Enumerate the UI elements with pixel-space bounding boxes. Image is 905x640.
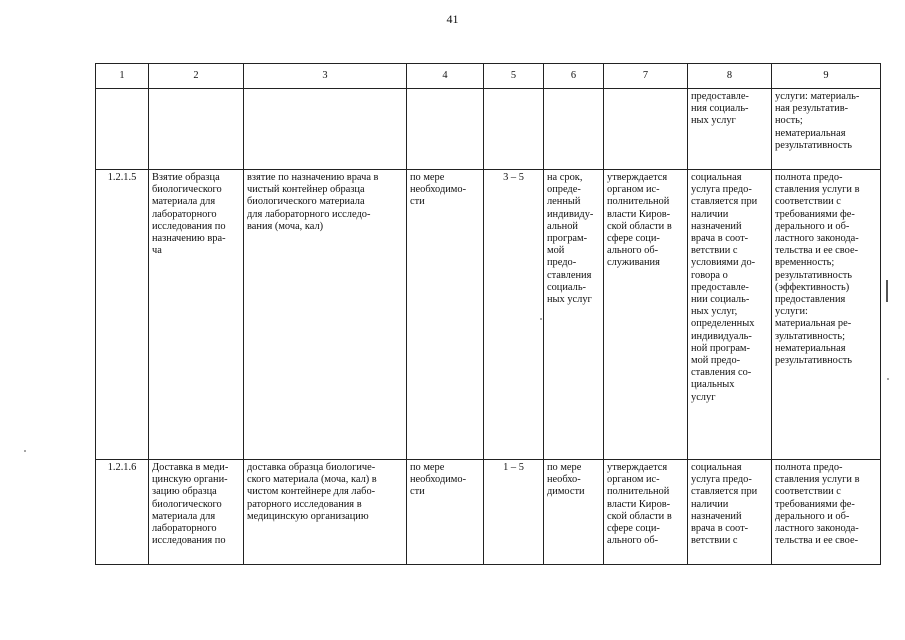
table-cell-tariff: утверждается органом ис- полнительной власти Киров- ской области в сфере соци- ального об- служивания	[604, 170, 688, 460]
header-cell-7: 7	[604, 64, 688, 89]
table-row	[96, 460, 881, 565]
table-cell-duration: 1 – 5	[484, 460, 544, 565]
table-cell-description: взятие по назначению врача в чистый контейнер образца биологического материала для лабораторного исследо- вания (моча, кал)	[244, 170, 407, 460]
table-cell	[96, 89, 149, 170]
table-cell-item-number: 1.2.1.5	[96, 170, 149, 460]
header-cell-1: 1	[96, 64, 149, 89]
table-cell-conditions: предоставле- ния социаль- ных услуг	[688, 89, 772, 170]
table-cell-frequency: по мере необходимо- сти	[407, 460, 484, 565]
header-cell-6: 6	[544, 64, 604, 89]
table-cell-item-number: 1.2.1.6	[96, 460, 149, 565]
table-cell-duration: 3 – 5	[484, 170, 544, 460]
header-cell-2: 2	[149, 64, 244, 89]
table-cell-term: на срок, опреде- ленный индивиду- альной програм- мой предо- ставления социаль- ных услуг	[544, 170, 604, 460]
scan-speck	[24, 450, 26, 452]
table-cell-quality-criteria: услуги: материаль- ная результатив- ность; нематериальная результативность	[772, 89, 881, 170]
table-cell-tariff: утверждается органом ис- полнительной власти Киров- ской области в сфере соци- ального об-	[604, 460, 688, 565]
table-row	[96, 170, 881, 460]
table-cell-description: доставка образца биологиче- ского материала (моча, кал) в чистом контейнере для лабо- раторного исследования в медицинскую организацию	[244, 460, 407, 565]
scan-speck	[887, 378, 889, 380]
header-cell-9: 9	[772, 64, 881, 89]
header-cell-8: 8	[688, 64, 772, 89]
header-cell-3: 3	[244, 64, 407, 89]
header-cell-5: 5	[484, 64, 544, 89]
scan-edge-mark	[886, 280, 888, 302]
table-cell	[149, 89, 244, 170]
scan-speck	[540, 318, 542, 320]
services-table	[95, 63, 881, 565]
header-cell-4: 4	[407, 64, 484, 89]
table-cell-conditions: социальная услуга предо- ставляется при наличии назначений врача в соот- ветствии с	[688, 460, 772, 565]
table-row-continuation	[96, 89, 881, 170]
table-cell-quality-criteria: полнота предо- ставления услуги в соответствии с требованиями фе- дерального и об- ластного законода- тельства и ее свое- временность; результативность (эффективность) предоставления услуги: материальная ре- зультативность; нематериальная результативность	[772, 170, 881, 460]
table-header-row	[96, 64, 881, 89]
table-cell-service-name: Доставка в меди- цинскую органи- зацию образца биологического материала для лабораторного исследования по	[149, 460, 244, 565]
table-cell	[604, 89, 688, 170]
table-cell-quality-criteria: полнота предо- ставления услуги в соответствии с требованиями фе- дерального и об- ластного законода- тельства и ее свое-	[772, 460, 881, 565]
page-number: 41	[446, 12, 459, 26]
table-cell-frequency: по мере необходимо- сти	[407, 170, 484, 460]
table-cell	[484, 89, 544, 170]
table-cell	[244, 89, 407, 170]
table-cell	[544, 89, 604, 170]
table-cell-service-name: Взятие образца биологического материала для лабораторного исследования по назначению вра- ча	[149, 170, 244, 460]
table-cell	[407, 89, 484, 170]
table-cell-term: по мере необхо- димости	[544, 460, 604, 565]
table-cell-conditions: социальная услуга предо- ставляется при наличии назначений врача в соот- ветствии с условиями до- говора о предоставле- нии социаль- ных услуг, определенных индивидуаль- ной програм- мой предо- ставления со- циальных услуг	[688, 170, 772, 460]
